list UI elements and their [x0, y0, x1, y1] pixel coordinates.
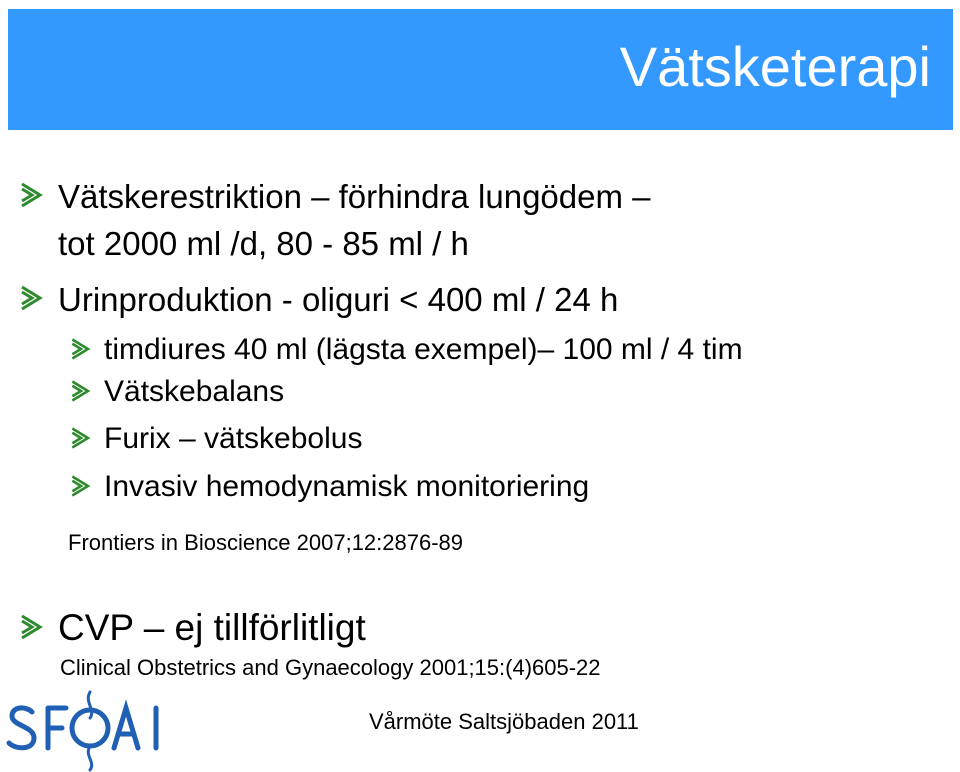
bullet-fluid-restriction: Vätskerestriktion – förhindra lungödem –	[58, 178, 651, 215]
arrow-bullet-icon	[70, 378, 92, 404]
citation-frontiers: Frontiers in Bioscience 2007;12:2876-89	[68, 530, 464, 555]
title-bar	[8, 9, 953, 130]
sub-bullet-furix: Furix – vätskebolus	[104, 422, 363, 455]
sub-bullet-fluid-balance: Vätskebalans	[104, 375, 285, 408]
slide-title: Vätsketerapi	[619, 35, 931, 98]
arrow-bullet-icon	[20, 283, 44, 313]
bullet-cvp: CVP – ej tillförlitligt	[58, 607, 366, 648]
bullet-fluid-restriction-detail: tot 2000 ml /d, 80 - 85 ml / h	[58, 225, 469, 262]
citation-clinical-obstetrics: Clinical Obstetrics and Gynaecology 2001;15:(4)605-22	[60, 655, 601, 680]
arrow-bullet-icon	[70, 473, 92, 499]
arrow-bullet-icon	[70, 336, 92, 362]
footer-event: Vårmöte Saltsjöbaden 2011	[369, 709, 639, 734]
sub-bullet-invasive-monitoring: Invasiv hemodynamisk monitoriering	[104, 470, 590, 503]
arrow-bullet-icon	[20, 180, 44, 210]
sub-bullet-hourly-diuresis: timdiures 40 ml (lägsta exempel)– 100 ml / 4 tim	[104, 333, 743, 366]
arrow-bullet-icon	[20, 612, 44, 642]
bullet-urine-production: Urinproduktion - oliguri < 400 ml / 24 h	[58, 281, 619, 318]
arrow-bullet-icon	[70, 425, 92, 451]
sfoai-logo	[4, 688, 168, 772]
